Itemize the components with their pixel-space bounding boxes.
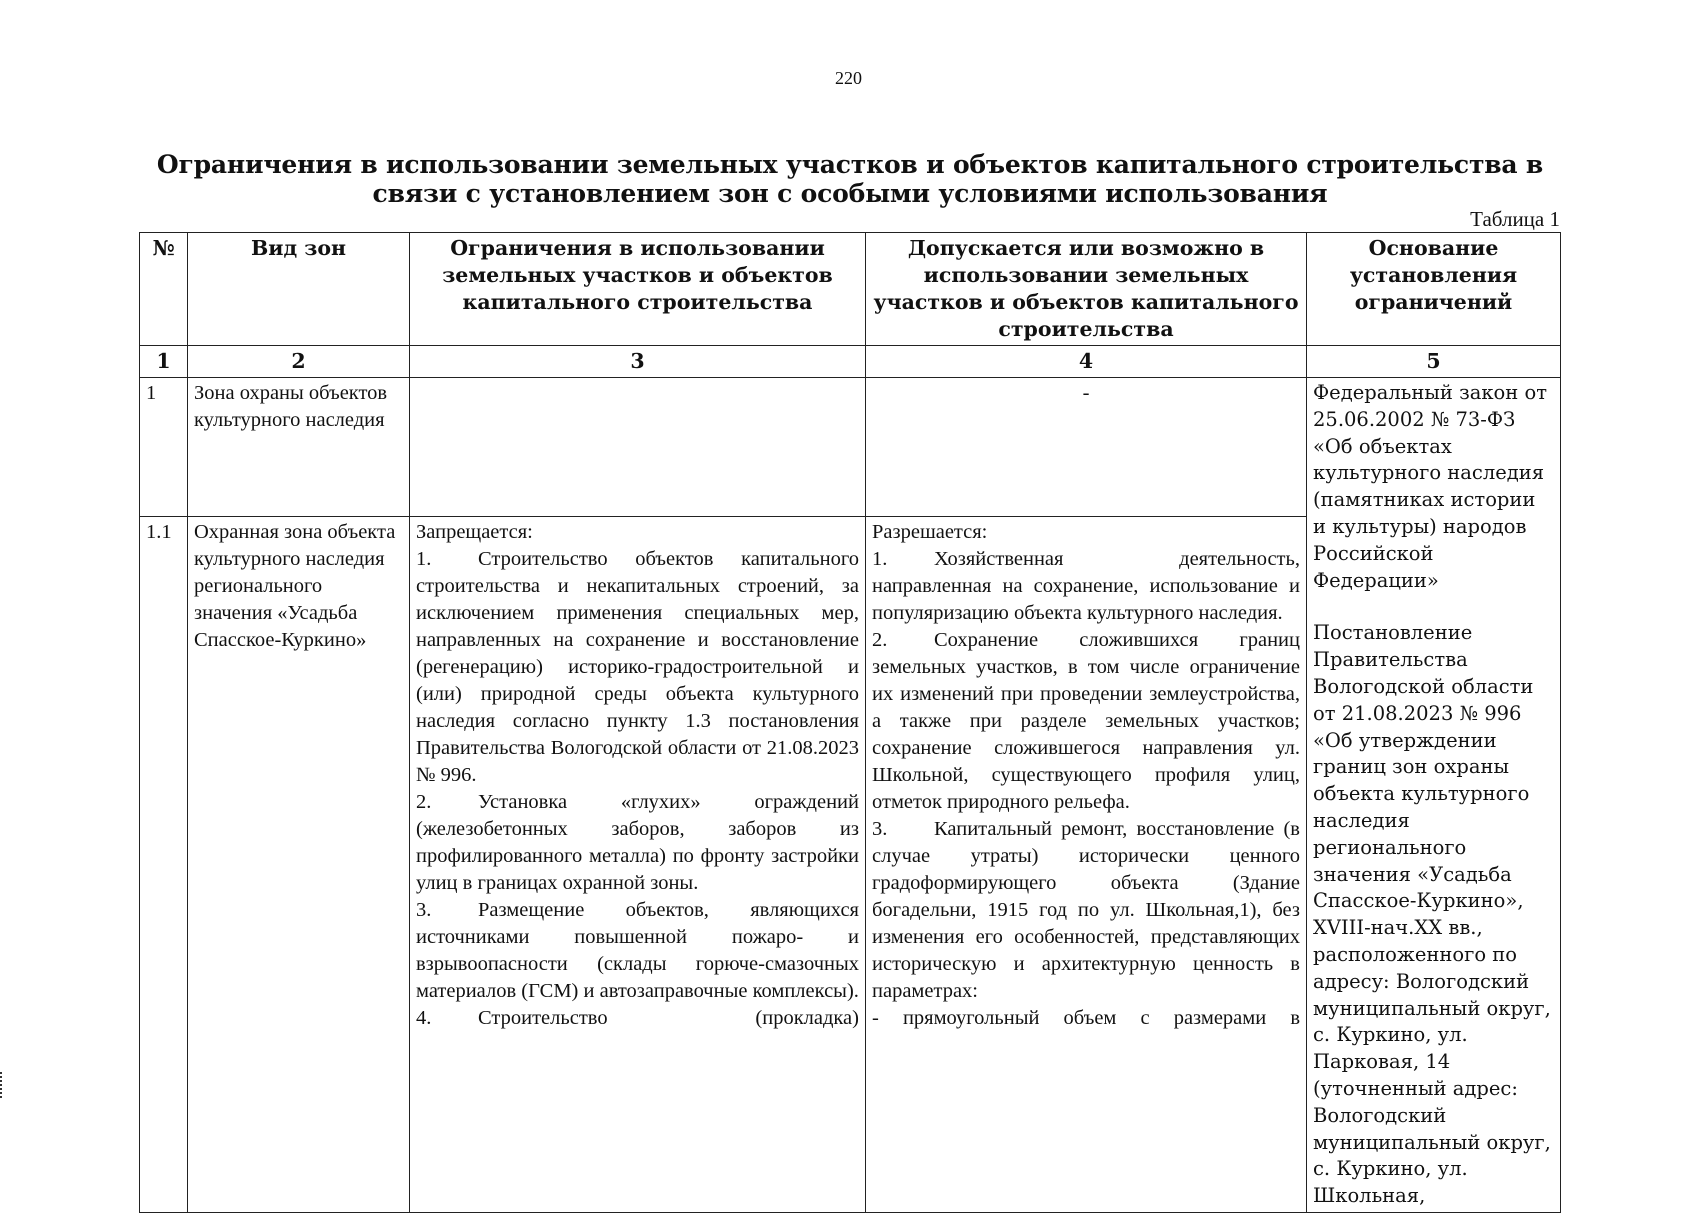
column-number: 3 — [410, 346, 866, 378]
item-text: Строительство (прокладка) — [478, 1007, 859, 1030]
column-number: 5 — [1307, 346, 1561, 378]
header-restrictions: Ограничения в использовании земельных участков и объектов капитального строительства — [410, 233, 866, 346]
list-item — [872, 1005, 1300, 1032]
item-text: Строительство объектов капитального строительства и некапитальных строений, за исключением применения специальных мер, направленных на сохранение и восстановление (регенерацию) историко-градостроительной и (или) природной среды объекта культурного наследия согласно пункту 1.3 постановления Правительства Вологодской области от 21.08.2023 № 996. — [416, 548, 859, 787]
item-text: прямоугольный объем с размерами в — [902, 1007, 1301, 1030]
item-text: Размещение объектов, являющихся источниками повышенной пожаро- и взрывоопасности (склады горюче-смазочных материалов (ГСМ) и автозаправочные комплексы). — [416, 899, 859, 1003]
restrictions-cell — [410, 517, 866, 1213]
item-number: - — [872, 1007, 879, 1030]
row-number: 1.1 — [140, 517, 188, 1213]
item-number: 3. — [872, 818, 888, 841]
list-item — [872, 627, 1300, 816]
zone-name: Охранная зона объекта культурного наследия регионального значения «Усадьба Спасское-Куркино» — [188, 517, 410, 1213]
list-item — [416, 897, 859, 1005]
column-number: 1 — [140, 346, 188, 378]
restrictions-cell — [410, 378, 866, 517]
header-zone-type: Вид зон — [188, 233, 410, 346]
document-title: Ограничения в использовании земельных участков и объектов капитального строительства в связи с установлением зон с особыми условиями использования — [156, 150, 1544, 208]
table-caption: Таблица 1 — [1470, 207, 1560, 231]
basis-cell — [1307, 378, 1561, 1213]
column-number: 2 — [188, 346, 410, 378]
restrictions-table — [139, 232, 1561, 1213]
column-number: 4 — [866, 346, 1307, 378]
header-basis: Основание установления ограничений — [1307, 233, 1561, 346]
scan-edge-marker — [0, 1072, 5, 1098]
column-number-row — [140, 346, 1561, 378]
item-text: Капитальный ремонт, восстановление (в случае утраты) исторически ценного градоформирующего объекта (Здание богадельни, 1915 год по ул. Школьная,1), без изменения его особенностей, представляющих историческую и архитектурную ценность в параметрах: — [872, 818, 1300, 1003]
allowed-intro: Разрешается: — [872, 521, 988, 544]
list-item — [872, 816, 1300, 1005]
restrictions-intro: Запрещается: — [416, 521, 533, 544]
zone-name: Зона охраны объектов культурного наследия — [188, 378, 410, 517]
item-number: 2. — [872, 629, 888, 652]
item-number: 2. — [416, 791, 432, 814]
item-number: 1. — [872, 548, 888, 571]
list-item — [872, 546, 1300, 627]
table-row — [140, 378, 1561, 517]
item-text: Установка «глухих» ограждений (железобетонных заборов, заборов из профилированного металла) по фронту застройки улиц в границах охранной зоны. — [416, 791, 859, 895]
item-number: 4. — [416, 1007, 432, 1030]
item-number: 3. — [416, 899, 432, 922]
item-text: Хозяйственная деятельность, направленная на сохранение, использование и популяризацию объекта культурного наследия. — [872, 548, 1300, 625]
list-item — [416, 789, 859, 897]
allowed-cell: - — [866, 378, 1307, 517]
item-text: Сохранение сложившихся границ земельных участков, в том числе ограничение их изменений при проведении землеустройства, а также при разделе земельных участков; сохранение сложившегося направления ул. Школьной, существующего профиля улиц, отметок природного рельефа. — [872, 629, 1300, 814]
row-number: 1 — [140, 378, 188, 517]
table-header-row — [140, 233, 1561, 346]
basis-law: Федеральный закон от 25.06.2002 № 73-ФЗ «Об объектах культурного наследия (памятниках истории и культуры) народов Российской Федерации» — [1313, 381, 1548, 592]
basis-resolution: Постановление Правительства Вологодской области от 21.08.2023 № 996 «Об утверждении границ зон охраны объекта культурного наследия регионального значения «Усадьба Спасское-Куркино», XVIII-нач.XX вв., расположенного по адресу: Вологодский муниципальный округ, с. Куркино, ул. Парковая, 14 (уточненный адрес: Вологодский муниципальный округ, с. Куркино, ул. Школьная, — [1313, 621, 1551, 1208]
item-number: 1. — [416, 548, 432, 571]
list-item — [416, 546, 859, 789]
allowed-cell — [866, 517, 1307, 1213]
header-allowed: Допускается или возможно в использовании земельных участков и объектов капитального строительства — [866, 233, 1307, 346]
page-number: 220 — [835, 68, 862, 88]
list-item — [416, 1005, 859, 1032]
header-number: № — [140, 233, 188, 346]
